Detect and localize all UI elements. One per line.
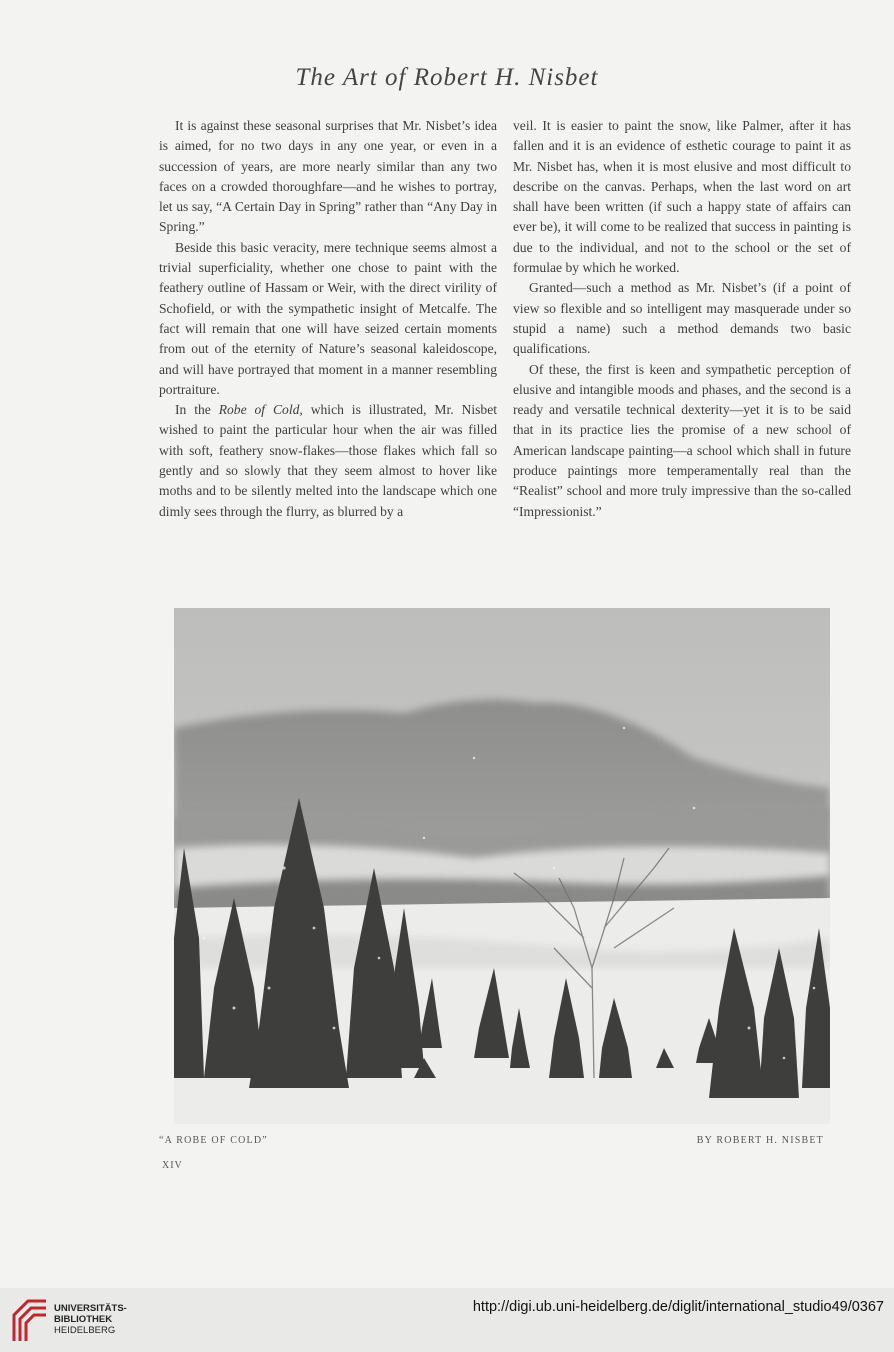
snow-landscape-image	[174, 608, 830, 1124]
figure-caption-artist: BY ROBERT H. NISBET	[696, 1135, 824, 1146]
paragraph	[159, 400, 497, 522]
library-name-line: UNIVERSITÄTS-	[54, 1303, 127, 1314]
right-text-column	[513, 116, 851, 522]
page-number: XIV	[162, 1160, 183, 1171]
painting-title-italic: Robe of Cold,	[218, 402, 303, 418]
library-name-line: BIBLIOTHEK	[54, 1314, 113, 1325]
page-title: The Art of Robert H. Nisbet	[295, 64, 599, 91]
source-url-link[interactable]: http://digi.ub.uni-heidelberg.de/diglit/international_studio49/0367	[472, 1299, 884, 1315]
library-name	[54, 1303, 127, 1336]
paragraph: Granted—such a method as Mr. Nisbet’s (if a point of view so flexible and so intelligent may masquerade under so stupid a name) such a method demands two basic qualifications.	[513, 280, 851, 357]
library-logo-icon	[10, 1295, 50, 1343]
paragraph-rest: which is illustrated, Mr. Nisbet wished to paint the particular hour when the air was filled with soft, feathery snow-flakes—those flakes which fall so gently and so slowly that they seem almost to hover like moths and to be silently melted into the landscape which one dimly sees through the flurry, as blurred by a	[159, 402, 498, 519]
paragraph: It is against these seasonal surprises that Mr. Nisbet’s idea is aimed, for no two days in any one year, or even in a succession of years, are more nearly similar than any two faces on a crowded thoroughfare—and he wishes to portray, let us say, “A Certain Day in Spring” rather than “Any Day in Spring.”	[159, 118, 497, 235]
paragraph-lead: In the	[175, 402, 219, 418]
paragraph: veil. It is easier to paint the snow, like Palmer, after it has fallen and it is an evidence of esthetic courage to paint it as Mr. Nisbet has, when it is most elusive and most difficult to describe on the canvas. Perhaps, when the last word on art shall have been written (if such a happy state of affairs can ever be), it will come to be realized that success in painting is due to the individual, and not to the school or the set of formulae by which he worked.	[513, 118, 851, 276]
library-name-line: HEIDELBERG	[54, 1325, 116, 1336]
footer-bar	[0, 1288, 894, 1352]
figure-caption-title: “A ROBE OF COLD”	[159, 1135, 268, 1146]
left-text-column	[159, 116, 497, 522]
painting-reproduction	[174, 608, 830, 1124]
paragraph: Of these, the first is keen and sympathetic perception of elusive and intangible moods and phases, and the second is a ready and versatile technical dexterity—yet it is to be said that in its practice lies the promise of a new school of American landscape painting—a school which shall in future produce paintings more temperamentally real than the “Realist” school and more truly impressive than the so-called “Impressionist.”	[513, 361, 851, 519]
paragraph: Beside this basic veracity, mere technique seems almost a trivial superficiality, whether one chose to paint with the feathery outline of Hassam or Weir, with the direct virility of Schofield, or with the sympathetic insight of Metcalfe. The fact will remain that one will have seized certain moments from out of the eternity of Nature’s seasonal kaleidoscope, and will have portrayed that moment in a manner resembling portraiture.	[159, 239, 497, 397]
